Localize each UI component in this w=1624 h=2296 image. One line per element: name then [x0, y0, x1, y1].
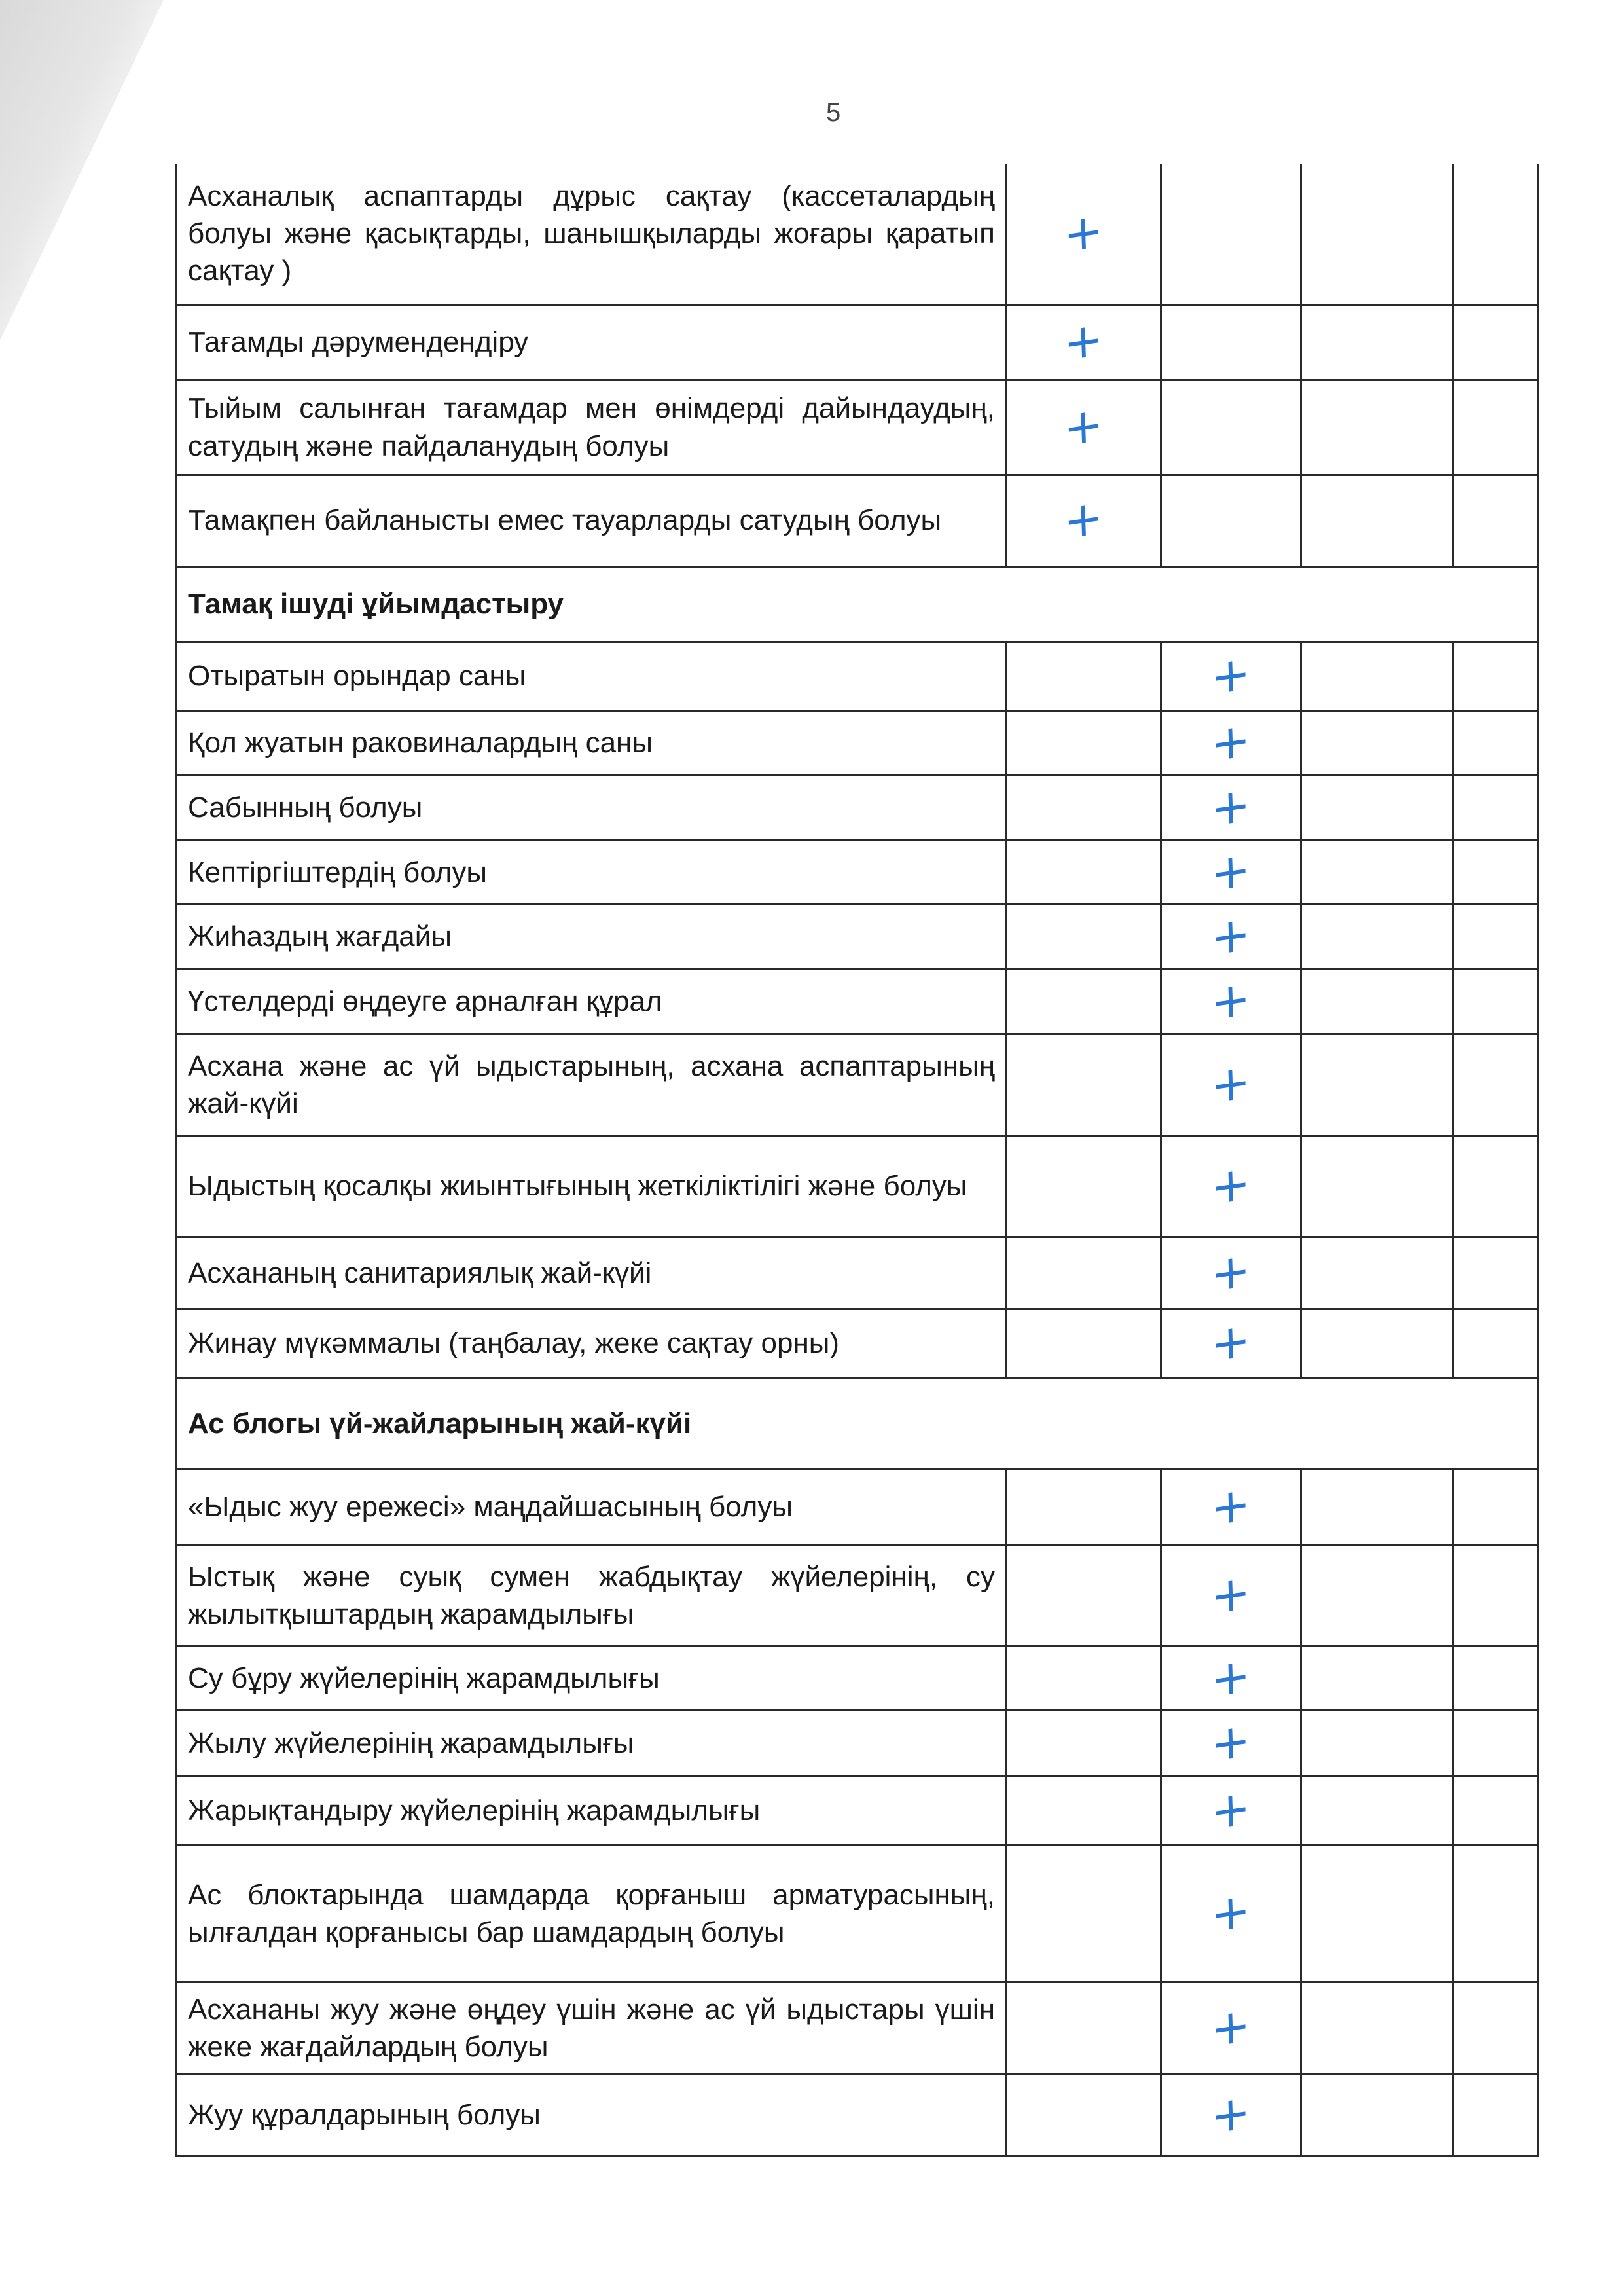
table-row	[177, 1845, 1538, 1982]
check-cell	[1301, 1711, 1453, 1776]
check-cell	[1007, 710, 1161, 774]
check-cell	[1453, 1845, 1538, 1982]
item-description: Кептіргіштердің болуы	[177, 840, 1007, 904]
handwritten-plus-mark: +	[1210, 2083, 1252, 2145]
check-cell	[1301, 2074, 1453, 2156]
item-description: Жуу құралдарының болуы	[177, 2074, 1007, 2156]
item-description: Қол жуатын раковиналардың саны	[177, 710, 1007, 774]
check-cell	[1453, 1470, 1538, 1545]
table-row	[177, 840, 1538, 904]
check-cell	[1007, 1845, 1161, 1982]
check-cell	[1161, 1845, 1301, 1982]
table-row	[177, 1647, 1538, 1711]
check-cell	[1301, 1237, 1453, 1309]
check-cell	[1453, 642, 1538, 710]
page-number: 5	[826, 98, 841, 127]
check-cell	[1301, 1470, 1453, 1545]
handwritten-plus-mark: +	[1210, 776, 1252, 837]
check-cell	[1301, 1545, 1453, 1647]
check-cell	[1301, 1845, 1453, 1982]
check-cell	[1007, 1982, 1161, 2074]
handwritten-plus-mark: +	[1063, 310, 1104, 372]
item-description: Үстелдерді өңдеуге арналған құрал	[177, 969, 1007, 1034]
table-row	[177, 710, 1538, 774]
handwritten-plus-mark: +	[1210, 711, 1252, 772]
check-cell	[1161, 904, 1301, 968]
table-row	[177, 304, 1538, 380]
handwritten-plus-mark: +	[1210, 970, 1252, 1031]
check-cell	[1007, 1776, 1161, 1845]
check-cell	[1453, 1776, 1538, 1845]
handwritten-plus-mark: +	[1210, 1996, 1252, 2058]
check-cell	[1301, 1647, 1453, 1711]
handwritten-plus-mark: +	[1210, 1647, 1252, 1708]
check-cell	[1301, 164, 1453, 304]
check-cell	[1301, 380, 1453, 475]
check-cell	[1301, 1136, 1453, 1237]
table-row	[177, 904, 1538, 968]
check-cell	[1453, 2074, 1538, 2156]
check-cell	[1453, 710, 1538, 774]
check-cell	[1007, 904, 1161, 968]
check-cell	[1007, 304, 1161, 380]
check-cell	[1453, 1237, 1538, 1309]
check-cell	[1453, 774, 1538, 840]
item-description: Тамақпен байланысты емес тауарларды сатудың болуы	[177, 475, 1007, 566]
handwritten-plus-mark: +	[1210, 1882, 1252, 1943]
handwritten-plus-mark: +	[1210, 1155, 1252, 1216]
item-description: Ыстық және суық сумен жабдықтау жүйелерінің, су жылытқыштардың жарамдылығы	[177, 1545, 1007, 1647]
item-description: Ыдыстың қосалқы жиынтығының жеткіліктілігі және болуы	[177, 1136, 1007, 1237]
check-cell	[1007, 1545, 1161, 1647]
check-cell	[1301, 304, 1453, 380]
check-cell	[1301, 1776, 1453, 1845]
check-cell	[1453, 1136, 1538, 1237]
check-cell	[1161, 1034, 1301, 1136]
check-cell	[1161, 969, 1301, 1034]
table-row	[177, 1034, 1538, 1136]
check-cell	[1161, 1237, 1301, 1309]
check-cell	[1161, 164, 1301, 304]
check-cell	[1453, 904, 1538, 968]
check-cell	[1007, 1470, 1161, 1545]
table-row	[177, 1237, 1538, 1309]
handwritten-plus-mark: +	[1210, 1053, 1252, 1114]
table-row	[177, 1136, 1538, 1237]
handwritten-plus-mark: +	[1210, 1312, 1252, 1373]
check-cell	[1007, 1309, 1161, 1378]
item-description: Жылу жүйелерінің жарамдылығы	[177, 1711, 1007, 1776]
item-description: Сабынның болуы	[177, 774, 1007, 840]
handwritten-plus-mark: +	[1063, 395, 1104, 457]
table-row	[177, 1982, 1538, 2074]
check-cell	[1007, 2074, 1161, 2156]
handwritten-plus-mark: +	[1063, 489, 1104, 550]
check-cell	[1453, 840, 1538, 904]
check-cell	[1007, 774, 1161, 840]
item-description: «Ыдыс жуу ережесі» маңдайшасының болуы	[177, 1470, 1007, 1545]
check-cell	[1007, 1711, 1161, 1776]
item-description: Асхананы жуу және өңдеу үшін және ас үй ыдыстары үшін жеке жағдайлардың болуы	[177, 1982, 1007, 2074]
check-cell	[1161, 1136, 1301, 1237]
table-row	[177, 1470, 1538, 1545]
table-row	[177, 774, 1538, 840]
item-description: Жарықтандыру жүйелерінің жарамдылығы	[177, 1776, 1007, 1845]
scan-edge-shadow	[0, 0, 164, 340]
handwritten-plus-mark: +	[1210, 644, 1252, 706]
check-cell	[1007, 1136, 1161, 1237]
check-cell	[1453, 1309, 1538, 1378]
check-cell	[1007, 642, 1161, 710]
check-cell	[1453, 304, 1538, 380]
handwritten-plus-mark: +	[1210, 841, 1252, 902]
check-cell	[1453, 380, 1538, 475]
check-cell	[1453, 1711, 1538, 1776]
check-cell	[1161, 710, 1301, 774]
check-cell	[1161, 774, 1301, 840]
check-cell	[1161, 1470, 1301, 1545]
check-cell	[1301, 904, 1453, 968]
table-row	[177, 164, 1538, 304]
table-row	[177, 475, 1538, 566]
check-cell	[1301, 969, 1453, 1034]
check-cell	[1007, 969, 1161, 1034]
check-cell	[1453, 1647, 1538, 1711]
check-cell	[1301, 642, 1453, 710]
check-cell	[1301, 840, 1453, 904]
check-cell	[1161, 1711, 1301, 1776]
check-cell	[1007, 1647, 1161, 1711]
check-cell	[1161, 475, 1301, 566]
check-cell	[1453, 969, 1538, 1034]
check-cell	[1007, 1034, 1161, 1136]
table-row	[177, 1309, 1538, 1378]
table-row	[177, 1711, 1538, 1776]
check-cell	[1453, 475, 1538, 566]
check-cell	[1007, 475, 1161, 566]
check-cell	[1161, 840, 1301, 904]
item-description: Асхана және ас үй ыдыстарының, асхана аспаптарының жай-күйі	[177, 1034, 1007, 1136]
item-description: Ас блоктарында шамдарда қорғаныш арматурасының, ылғалдан қорғанысы бар шамдардың болуы	[177, 1845, 1007, 1982]
item-description: Асхананың санитариялық жай-күйі	[177, 1237, 1007, 1309]
section-header-row	[177, 1378, 1538, 1470]
table-row	[177, 969, 1538, 1034]
check-cell	[1301, 1034, 1453, 1136]
check-cell	[1301, 710, 1453, 774]
check-cell	[1161, 642, 1301, 710]
section-title: Ас блогы үй-жайларының жай-күйі	[177, 1378, 1538, 1470]
table-row	[177, 1776, 1538, 1845]
handwritten-plus-mark: +	[1210, 1779, 1252, 1840]
check-cell	[1161, 1545, 1301, 1647]
check-cell	[1161, 1776, 1301, 1845]
handwritten-plus-mark: +	[1210, 905, 1252, 966]
table-row	[177, 380, 1538, 475]
inspection-checklist-table	[175, 164, 1539, 2157]
check-cell	[1161, 304, 1301, 380]
section-title: Тамақ ішуді ұйымдастыру	[177, 566, 1538, 642]
check-cell	[1007, 164, 1161, 304]
check-cell	[1161, 1309, 1301, 1378]
check-cell	[1161, 2074, 1301, 2156]
item-description: Асханалық аспаптарды дұрыс сақтау (кассеталардың болуы және қасықтарды, шанышқыларды жоғары қаратып сақтау )	[177, 164, 1007, 304]
table-row	[177, 2074, 1538, 2156]
check-cell	[1453, 1034, 1538, 1136]
item-description: Су бұру жүйелерінің жарамдылығы	[177, 1647, 1007, 1711]
item-description: Жиһаздың жағдайы	[177, 904, 1007, 968]
table-row	[177, 642, 1538, 710]
check-cell	[1161, 1647, 1301, 1711]
item-description: Жинау мүкәммалы (таңбалау, жеке сақтау орны)	[177, 1309, 1007, 1378]
handwritten-plus-mark: +	[1210, 1711, 1252, 1773]
section-header-row	[177, 566, 1538, 642]
table-row	[177, 1545, 1538, 1647]
check-cell	[1301, 1982, 1453, 2074]
check-cell	[1453, 1545, 1538, 1647]
check-cell	[1301, 475, 1453, 566]
check-cell	[1007, 1237, 1161, 1309]
item-description: Тағамды дәрумендендіру	[177, 304, 1007, 380]
check-cell	[1161, 380, 1301, 475]
handwritten-plus-mark: +	[1063, 202, 1104, 263]
check-cell	[1301, 774, 1453, 840]
handwritten-plus-mark: +	[1210, 1241, 1252, 1303]
check-cell	[1453, 1982, 1538, 2074]
check-cell	[1301, 1309, 1453, 1378]
handwritten-plus-mark: +	[1210, 1564, 1252, 1625]
item-description: Тыйым салынған тағамдар мен өнімдерді дайындаудың, сатудың және пайдаланудың болуы	[177, 380, 1007, 475]
check-cell	[1007, 380, 1161, 475]
check-cell	[1007, 840, 1161, 904]
item-description: Отыратын орындар саны	[177, 642, 1007, 710]
handwritten-plus-mark: +	[1210, 1476, 1252, 1537]
check-cell	[1161, 1982, 1301, 2074]
checklist-body	[177, 164, 1538, 2156]
check-cell	[1453, 164, 1538, 304]
